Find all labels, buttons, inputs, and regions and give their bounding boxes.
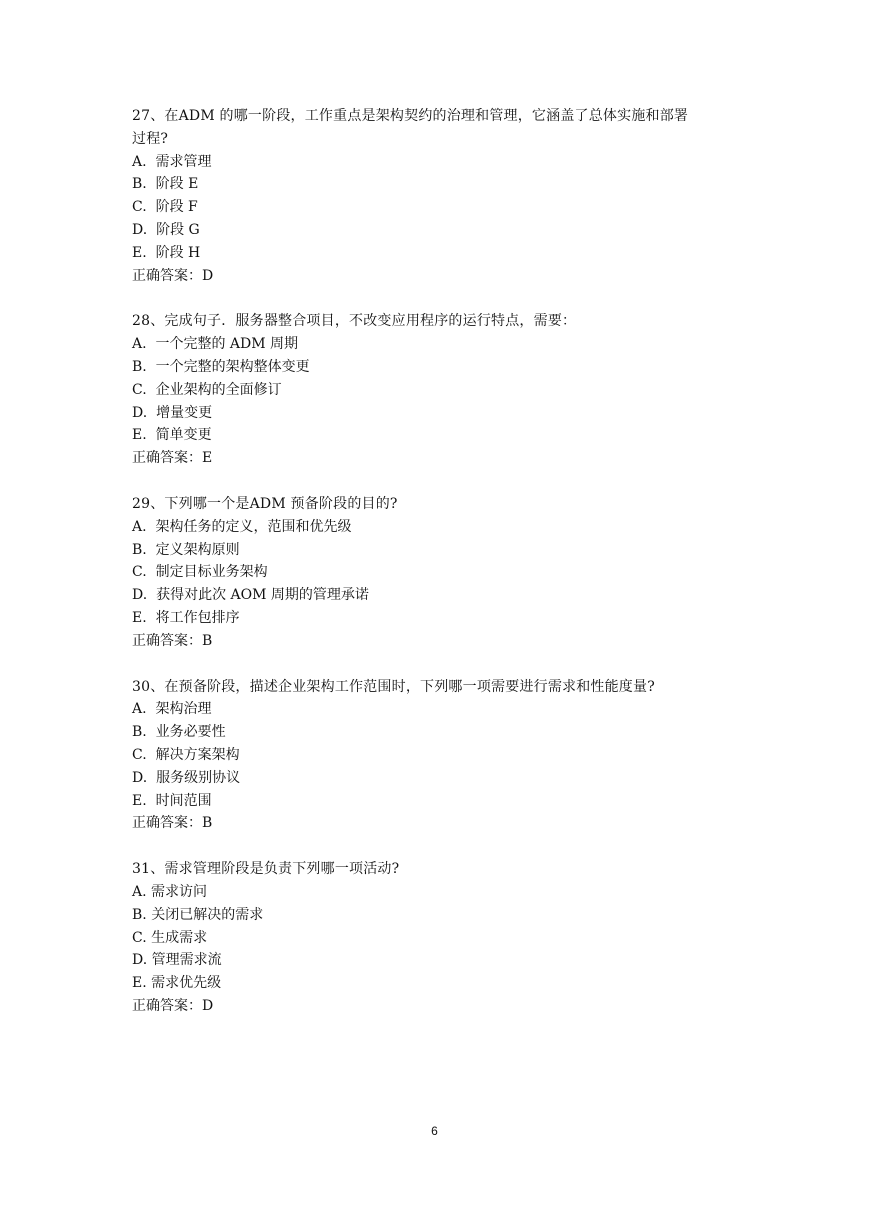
option-b: B. 阶段 E	[132, 176, 199, 193]
option-e: E. 简单变更	[132, 427, 212, 444]
question-text: 27、在ADM 的哪一阶段，工作重点是架构契约的治理和管理，它涵盖了总体实施和部署过程?	[132, 108, 689, 147]
correct-answer: 正确答案：B	[132, 632, 213, 649]
correct-answer: 正确答案：D	[132, 267, 214, 284]
question-31	[132, 858, 692, 1018]
option-e: E. 时间范围	[132, 792, 212, 809]
option-e: E. 阶段 H	[132, 244, 201, 261]
question-30	[132, 676, 692, 836]
correct-answer: 正确答案：B	[132, 815, 213, 832]
option-b: B. 关闭已解决的需求	[132, 906, 264, 923]
correct-answer: 正确答案：E	[132, 450, 213, 467]
question-text: 30、在预备阶段，描述企业架构工作范围时，下列哪一项需要进行需求和性能度量?	[132, 678, 655, 695]
option-e: E. 需求优先级	[132, 975, 222, 992]
page-number: 6	[431, 1124, 438, 1138]
option-c: C. 解决方案架构	[132, 746, 240, 763]
option-c: C. 制定目标业务架构	[132, 564, 268, 581]
option-b: B. 一个完整的架构整体变更	[132, 358, 310, 375]
option-c: C. 阶段 F	[132, 199, 198, 216]
option-d: D. 管理需求流	[132, 952, 222, 969]
option-d: D. 增量变更	[132, 404, 213, 421]
question-27	[132, 105, 692, 287]
option-d: D. 获得对此次 AOM 周期的管理承诺	[132, 587, 369, 604]
question-28	[132, 310, 692, 470]
option-a: A. 需求管理	[132, 153, 212, 170]
option-a: A. 一个完整的 ADM 周期	[132, 336, 299, 353]
question-29	[132, 493, 692, 653]
option-a: A. 架构治理	[132, 701, 212, 718]
option-c: C. 企业架构的全面修订	[132, 381, 282, 398]
option-d: D. 阶段 G	[132, 221, 200, 238]
option-e: E. 将工作包排序	[132, 609, 240, 626]
option-b: B. 业务必要性	[132, 724, 226, 741]
question-text: 29、下列哪一个是ADM 预备阶段的目的?	[132, 495, 398, 512]
correct-answer: 正确答案：D	[132, 997, 214, 1014]
question-text: 28、完成句子．服务器整合项目，不改变应用程序的运行特点，需要：	[132, 313, 577, 330]
option-a: A. 需求访问	[132, 883, 208, 900]
question-text: 31、需求管理阶段是负责下列哪一项活动?	[132, 861, 400, 878]
option-d: D. 服务级别协议	[132, 769, 241, 786]
question-list	[132, 105, 692, 1041]
option-b: B. 定义架构原则	[132, 541, 240, 558]
option-c: C. 生成需求	[132, 929, 208, 946]
option-a: A. 架构任务的定义，范围和优先级	[132, 518, 352, 535]
